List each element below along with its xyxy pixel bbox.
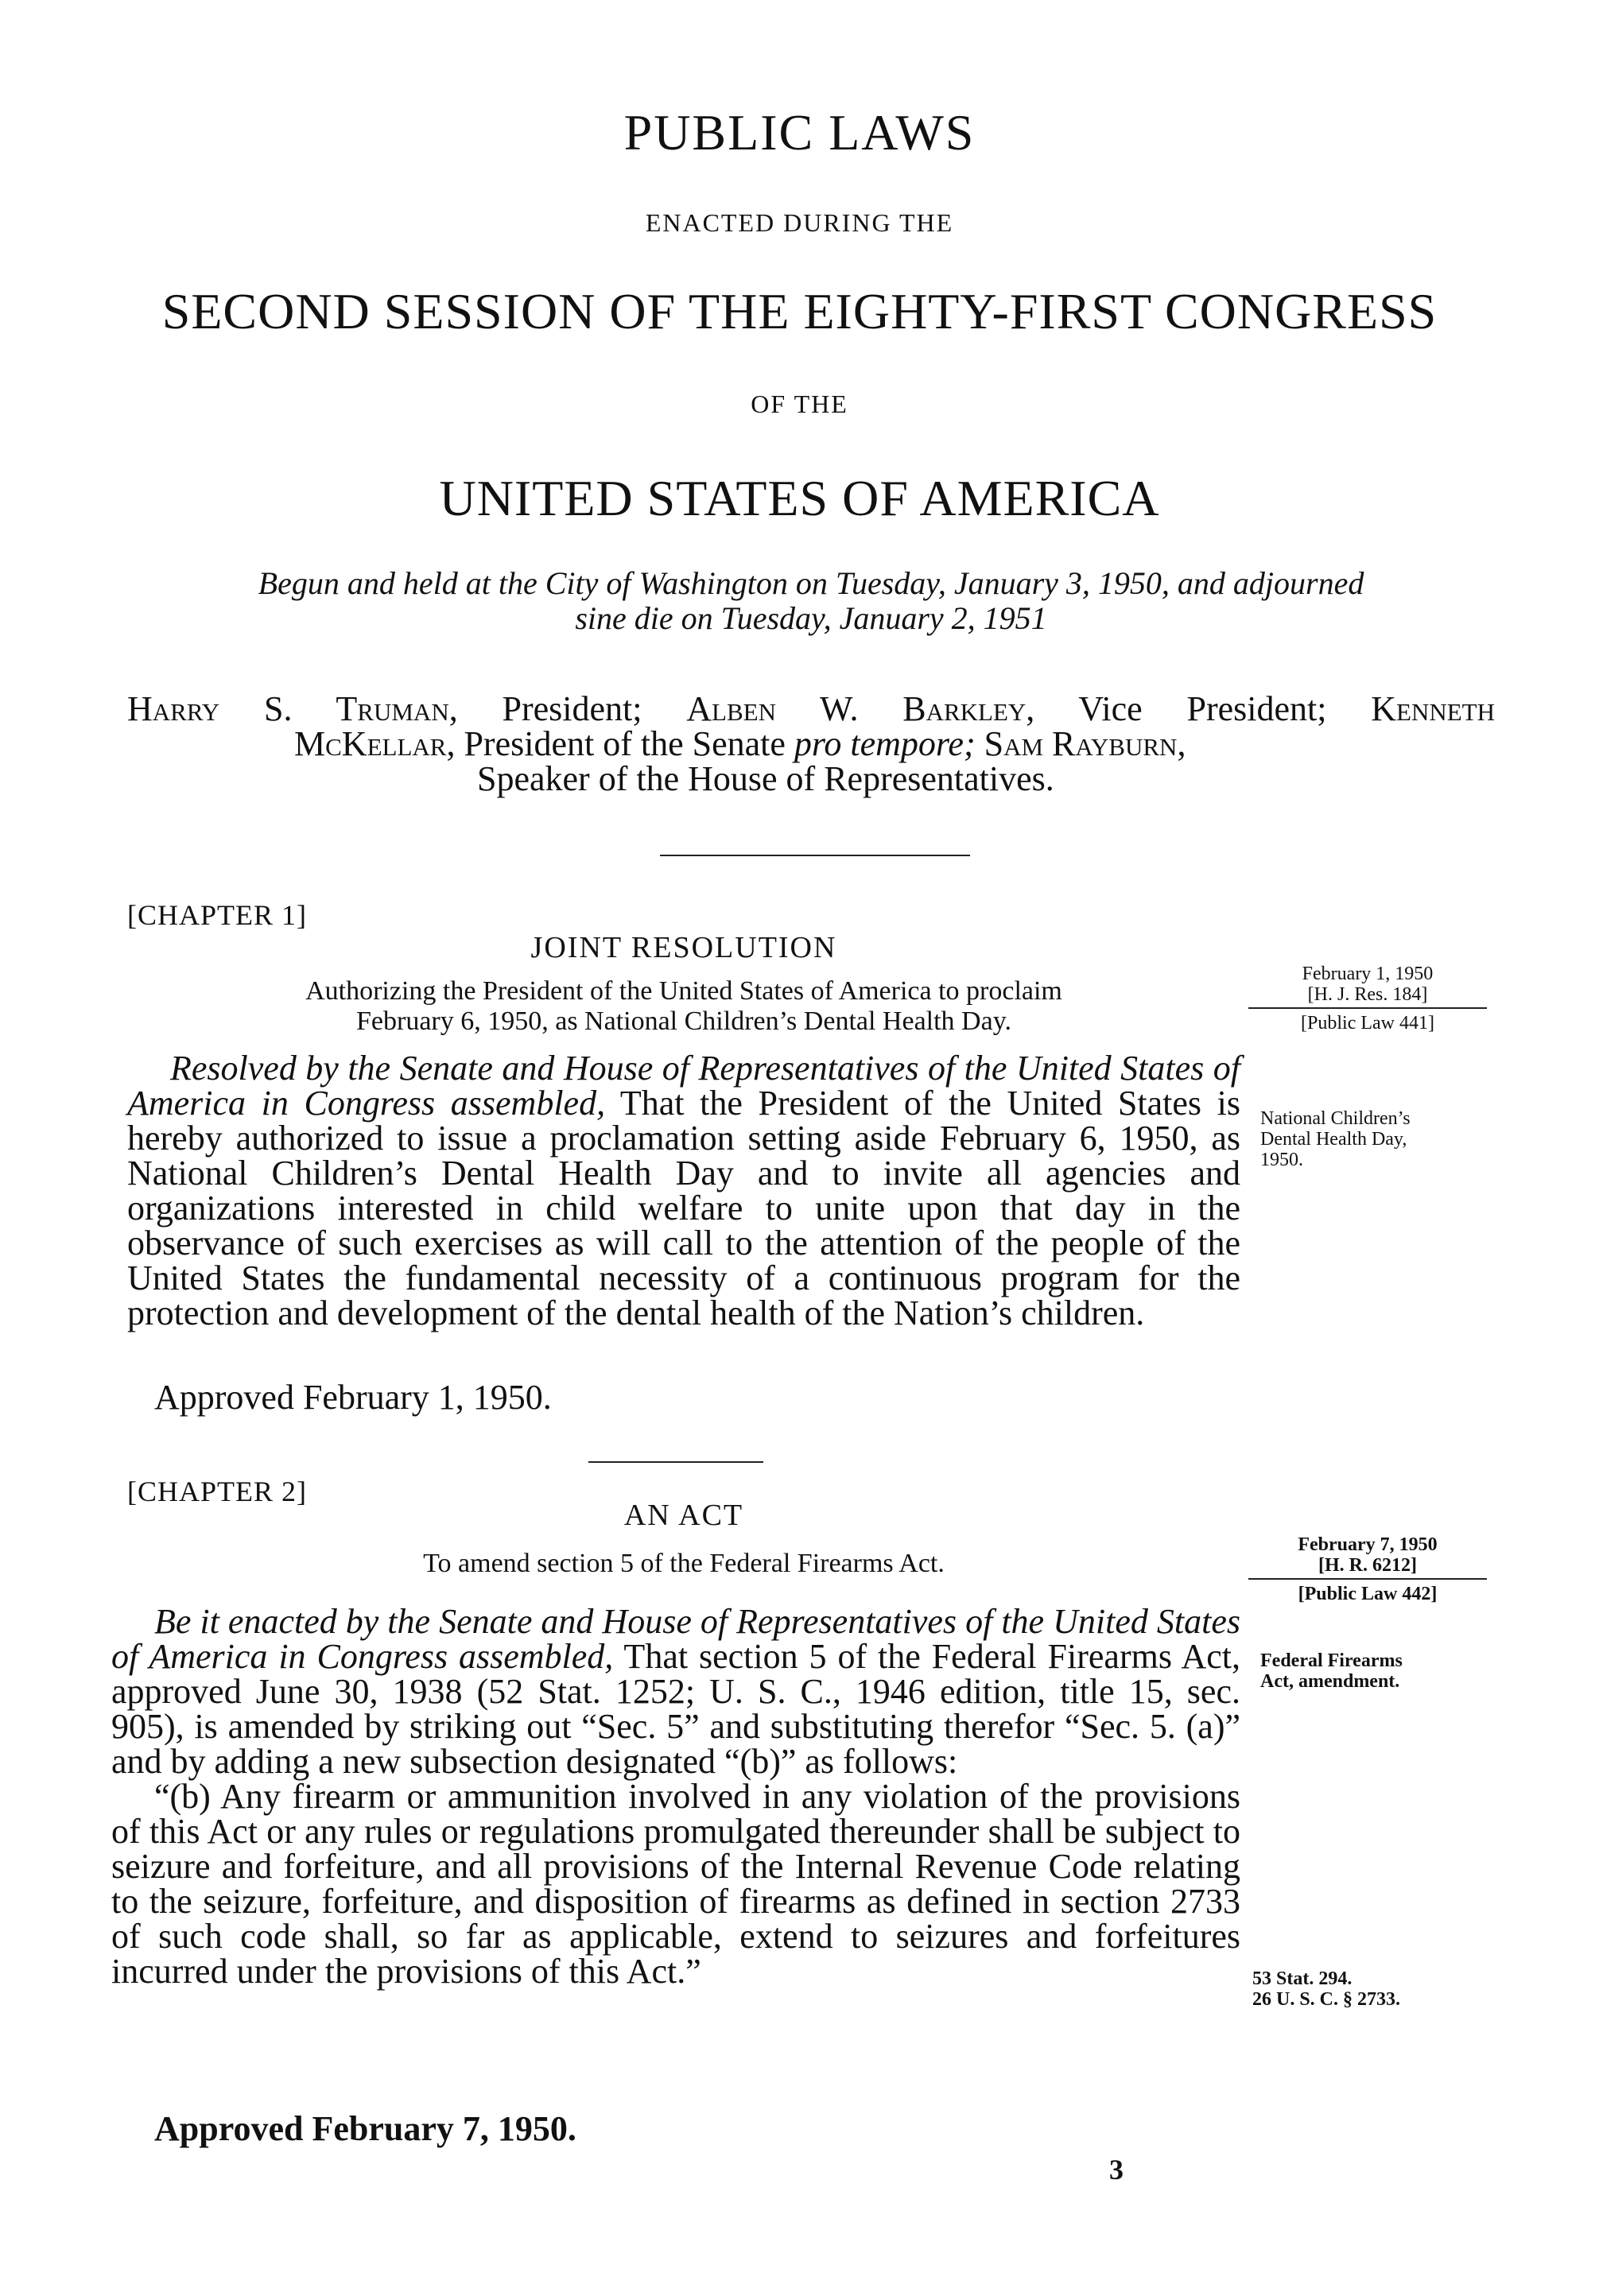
truman-name: Harry S. Truman: [127, 689, 449, 728]
officers-block: [127, 689, 1495, 798]
chapter-2-margin-date: February 7, 1950: [1298, 1534, 1438, 1555]
officers-line-1: [127, 689, 1495, 728]
chapter-1-margin-bill: [H. J. Res. 184]: [1307, 984, 1428, 1005]
chapter-2-margin-statute-cite: [1252, 1968, 1491, 2010]
chapter-2-subsection-b: “(b) Any firearm or ammunition involved in any violation of the provisions of this Act or any rules or regulations promulgated thereunder shall be subject to seizure and forfeiture, and all provisions of the Internal Revenue Code relating to the seizure, forfeiture, and disposition of firearms as defined in section 2733 of such code shall, so far as applicable, extend to seizures and forfeitures incurred under the provisions of this Act.”: [111, 1777, 1240, 1991]
chapter-1-label: [CHAPTER 1]: [127, 899, 307, 931]
chapter-2-margin-law: [Public Law 442]: [1298, 1584, 1438, 1604]
truman-title: , President;: [448, 689, 687, 728]
chapter-2-cite-line-2: 26 U. S. C. § 2733.: [1252, 1989, 1401, 2010]
chapter-2-label: [CHAPTER 2]: [127, 1476, 307, 1507]
chapter-2-margin-bill: [H. R. 6212]: [1318, 1555, 1417, 1576]
session-title: SECOND SESSION OF THE EIGHTY-FIRST CONGRESS: [161, 283, 1438, 339]
chapter-1-margin-date: February 1, 1950: [1302, 964, 1434, 984]
chapter-1-summary-line-2: February 6, 1950, as National Children’s Dental Health Day.: [356, 1006, 1011, 1036]
chapter-1-text: That the President of the United States is hereby authorized to issue a proclamation setting aside February 6, 1950, as National Children’s Dental Health Day and to invite all agencies and organizations interested in child welfare to unite upon that day in the observance of such exercises as will call to the attention of the people of the United States the fundamental necessity of a continuous program for the protection and development of the dental health of the Nation’s children.: [127, 1084, 1241, 1332]
pro-tempore: pro tempore;: [794, 724, 976, 763]
country-title: UNITED STATES OF AMERICA: [439, 470, 1160, 526]
chapter-2-kind: AN ACT: [623, 1499, 744, 1532]
officers-line-3: Speaker of the House of Representatives.: [477, 759, 1054, 798]
page-title: PUBLIC LAWS: [623, 104, 976, 161]
chapter-1-summary: [127, 976, 1240, 1037]
chapter-1-body: [127, 1051, 1240, 1331]
chapter-2-text: That section 5 of the Federal Firearms Act, approved June 30, 1938 (52 Stat. 1252; U. S. C., 1946 edition, title 15, sec. 905), is amended by striking out “Sec. 5” and substituting therefor “Sec. 5. (a)” and by adding a new subsection designated “(b)” as follows:: [111, 1637, 1240, 1781]
mckellar-title: , President of the Senate: [446, 724, 794, 763]
chapter-2-margin-citation: [1248, 1534, 1487, 1576]
chapter-1-resolving-clause: Resolved by the Senate and House of Representatives of the United States of America in Congress assembled,: [127, 1049, 1240, 1123]
chapter-divider: [588, 1461, 763, 1463]
chapter-2-topic-line-1: Federal Firearms: [1260, 1650, 1403, 1671]
chapter-1-summary-line-1: Authorizing the President of the United States of America to proclaim: [305, 976, 1062, 1006]
rayburn-name: Sam Rayburn: [975, 724, 1178, 763]
chapter-2-approved: Approved February 7, 1950.: [154, 2109, 576, 2148]
chapter-1-approved: Approved February 1, 1950.: [154, 1378, 552, 1417]
session-dates-line-2: sine die on Tuesday, January 2, 1951: [575, 600, 1047, 636]
chapter-2-summary: To amend section 5 of the Federal Firearms Act.: [423, 1549, 945, 1578]
chapter-1-topic-line-1: National Children’s: [1260, 1108, 1411, 1129]
chapter-1-topic-line-2: Dental Health Day,: [1260, 1129, 1407, 1150]
session-dates: [127, 566, 1495, 636]
chapter-2-body: [111, 1604, 1240, 1989]
mckellar-last-name: McKellar: [294, 724, 447, 763]
chapter-1-kind: JOINT RESOLUTION: [530, 931, 837, 964]
officers-line-2: [127, 724, 1495, 763]
chapter-2-topic-line-2: Act, amendment.: [1260, 1671, 1400, 1692]
barkley-name: Alben W. Barkley: [686, 689, 1027, 728]
of-the-line: OF THE: [751, 390, 848, 418]
chapter-1-margin-law: [Public Law 441]: [1301, 1013, 1434, 1034]
chapter-1-margin-citation: [1248, 964, 1487, 1005]
enacted-line: ENACTED DURING THE: [645, 208, 954, 237]
chapter-1-margin-rule: [1248, 1007, 1487, 1009]
chapter-2-enacting-clause: Be it enacted by the Senate and House of Representatives of the United States of America in Congress assembled,: [111, 1602, 1240, 1676]
rayburn-comma: ,: [1177, 724, 1186, 763]
chapter-2-margin-rule: [1248, 1578, 1487, 1580]
barkley-title: , Vice President;: [1026, 689, 1372, 728]
session-dates-line-1: Begun and held at the City of Washington on Tuesday, January 3, 1950, and adjourned: [258, 565, 1364, 601]
section-divider: [660, 855, 970, 856]
chapter-1-margin-topic: [1260, 1108, 1499, 1170]
page-number: 3: [1109, 2154, 1124, 2185]
mckellar-first-name: Kenneth: [1371, 689, 1495, 728]
chapter-1-topic-line-3: 1950.: [1260, 1150, 1303, 1170]
chapter-2-margin-topic: [1260, 1650, 1499, 1692]
chapter-2-cite-line-1: 53 Stat. 294.: [1252, 1968, 1353, 1989]
